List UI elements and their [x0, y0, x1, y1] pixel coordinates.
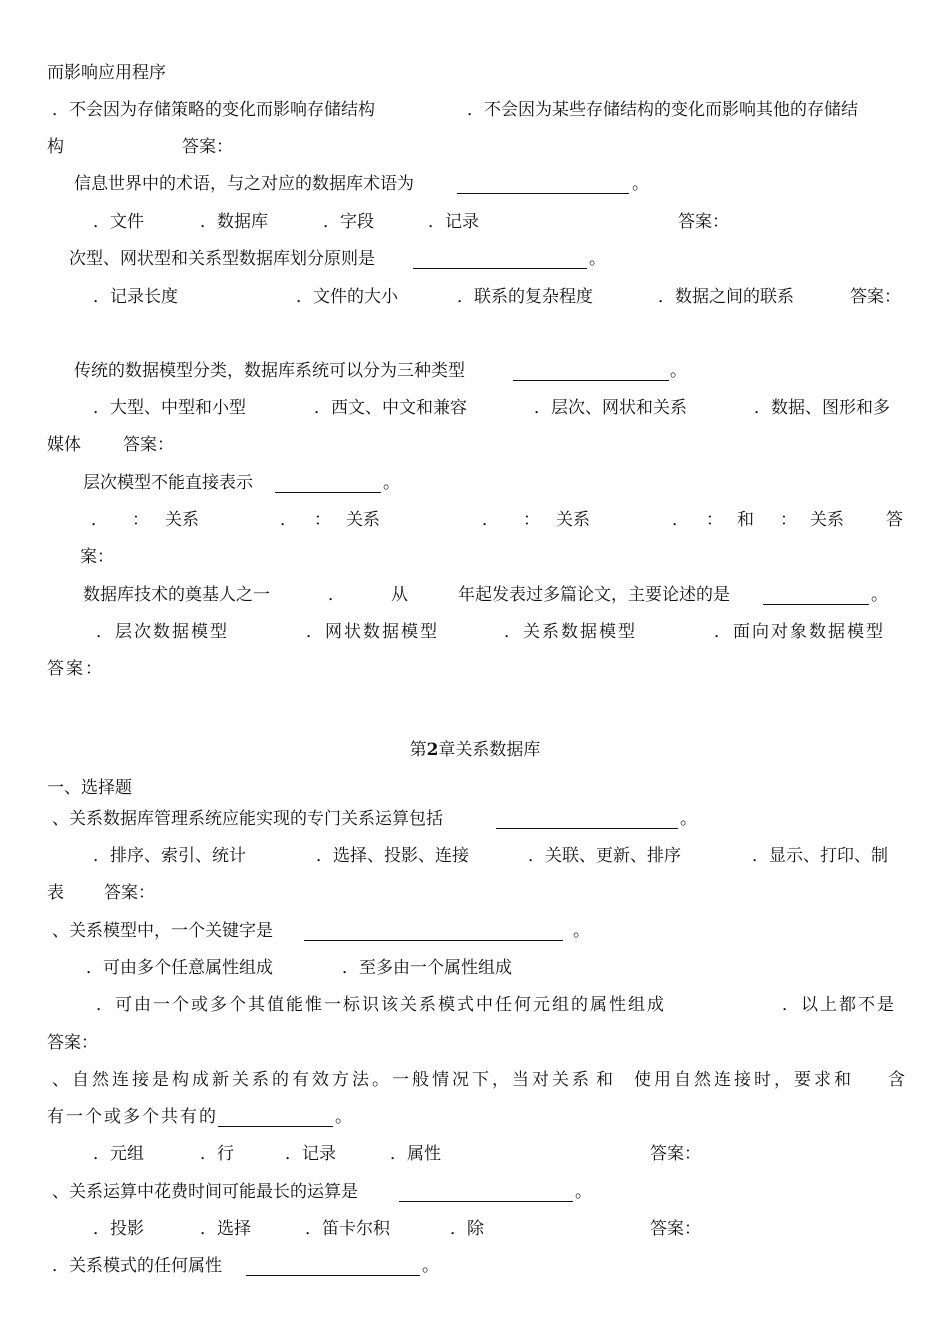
option-d-colon2: ：: [780, 510, 797, 530]
option-c: ．字段: [323, 212, 374, 232]
answer-label: 案：: [80, 547, 114, 567]
answer-blank: [275, 492, 381, 493]
option-b: ．文件的大小: [296, 287, 398, 307]
option-c: ．关系数据模型: [504, 622, 637, 642]
option-d-dot: ．: [672, 510, 689, 530]
option-d-and: 和: [737, 510, 754, 530]
question-text: 、关系数据库管理系统应能实现的专门关系运算包括: [52, 809, 443, 829]
answer-label: 答案：: [650, 1144, 701, 1164]
question-text: 传统的数据模型分类，数据库系统可以分为三种类型: [74, 361, 465, 381]
answer-label: 答案：: [47, 659, 104, 679]
question-text: 信息世界中的术语，与之对应的数据库术语为: [74, 174, 414, 194]
question-text: 次型、网状型和关系型数据库划分原则是: [69, 249, 375, 269]
option-a-colon: ：: [132, 510, 149, 530]
option-a: ．层次数据模型: [96, 622, 229, 642]
answer-label: 答: [886, 510, 903, 530]
option-d: ．除: [450, 1219, 484, 1239]
option-d: ．以上都不是: [782, 995, 896, 1015]
answer-label: 答案：: [678, 212, 729, 232]
option-d: ．面向对象数据模型: [714, 622, 885, 642]
answer-label: 答案：: [850, 287, 901, 307]
answer-blank: [304, 940, 563, 941]
question-text: 、关系运算中花费时间可能最长的运算是: [52, 1182, 358, 1202]
option-a: ．投影: [93, 1219, 144, 1239]
option-c-colon: ：: [523, 510, 540, 530]
question-text: 数据库技术的奠基人之一: [83, 585, 270, 605]
option-b: ．至多由一个属性组成: [342, 958, 512, 978]
option-b: ．选择、投影、连接: [316, 846, 469, 866]
option-b: ．行: [200, 1144, 234, 1164]
answer-blank: [457, 193, 629, 194]
punctuation: 。: [589, 249, 606, 269]
punctuation: 。: [632, 174, 649, 194]
option-c: ．层次、网状和关系: [534, 398, 687, 418]
answer-label: 答案：: [182, 137, 233, 157]
answer-label: 答案：: [104, 883, 155, 903]
punctuation: 。: [575, 1182, 592, 1202]
option-d-colon: ：: [706, 510, 723, 530]
question-text: ．: [328, 585, 345, 605]
option-d-text: 关系: [810, 510, 844, 530]
punctuation: 。: [670, 361, 687, 381]
option-c: ．联系的复杂程度: [457, 287, 593, 307]
option-d: ．数据、图形和多: [754, 398, 890, 418]
option-d: ．属性: [390, 1144, 441, 1164]
option-b: ．不会因为某些存储结构的变化而影响其他的存储结: [467, 100, 858, 120]
question-text: 、自然连接是构成新关系的有效方法。一般情况下，当对关系: [52, 1070, 592, 1090]
punctuation: 。: [335, 1107, 354, 1127]
option-d: ．数据之间的联系: [658, 287, 794, 307]
option-b: ．选择: [200, 1219, 251, 1239]
option-a: ．记录长度: [93, 287, 178, 307]
option-b: ．网状数据模型: [306, 622, 439, 642]
option-a: ．文件: [93, 212, 144, 232]
option-b-colon: ：: [314, 510, 331, 530]
answer-label: 答案：: [47, 1033, 98, 1053]
question-text: 含: [888, 1070, 908, 1090]
question-text: 有一个或多个共有的: [47, 1107, 218, 1127]
answer-blank: [399, 1201, 573, 1202]
chapter-title: 第2章关系数据库: [409, 740, 541, 760]
text-line: 媒体: [47, 435, 81, 455]
answer-blank: [413, 268, 587, 269]
text-line: 构: [47, 137, 64, 157]
answer-blank: [763, 604, 869, 605]
option-c: ．可由一个或多个其值能惟一标识该关系模式中任何元组的属性组成: [96, 995, 666, 1015]
punctuation: 。: [383, 473, 400, 493]
option-c: ．关联、更新、排序: [528, 846, 681, 866]
answer-blank: [513, 380, 669, 381]
option-a: ．大型、中型和小型: [93, 398, 246, 418]
answer-blank: [218, 1126, 333, 1127]
punctuation: 。: [573, 921, 590, 941]
answer-blank: [496, 828, 678, 829]
punctuation: 。: [871, 585, 888, 605]
option-c: ．记录: [285, 1144, 336, 1164]
punctuation: 。: [680, 809, 697, 829]
question-text: 和: [596, 1070, 616, 1090]
answer-label: 答案：: [650, 1219, 701, 1239]
answer-label: 答案：: [123, 435, 174, 455]
option-a: ．元组: [93, 1144, 144, 1164]
question-text: 从: [391, 585, 408, 605]
option-d: ．记录: [428, 212, 479, 232]
option-a: ．可由多个任意属性组成: [86, 958, 273, 978]
punctuation: 。: [422, 1256, 439, 1276]
question-text: 使用自然连接时，要求和: [634, 1070, 854, 1090]
option-a: ．不会因为存储策略的变化而影响存储结构: [52, 100, 375, 120]
option-b: ．数据库: [200, 212, 268, 232]
answer-blank: [246, 1275, 420, 1276]
option-c: ．笛卡尔积: [305, 1219, 390, 1239]
option-a: ．排序、索引、统计: [93, 846, 246, 866]
option-b-dot: ．: [280, 510, 297, 530]
section-heading: 一、选择题: [47, 778, 132, 798]
question-text: 、关系模型中，一个关键字是: [52, 921, 273, 941]
option-c-text: 关系: [556, 510, 590, 530]
option-b: ．西文、中文和兼容: [314, 398, 467, 418]
option-b-text: 关系: [346, 510, 380, 530]
option-d: ．显示、打印、制: [752, 846, 888, 866]
option-a-text: 关系: [165, 510, 199, 530]
option-a-dot: ．: [91, 510, 108, 530]
text-line: 表: [47, 883, 64, 903]
text-line: 而影响应用程序: [47, 63, 166, 83]
option-c-dot: ．: [482, 510, 499, 530]
question-text: 年起发表过多篇论文，主要论述的是: [458, 585, 730, 605]
question-text: ．关系模式的任何属性: [52, 1256, 222, 1276]
question-text: 层次模型不能直接表示: [83, 473, 253, 493]
